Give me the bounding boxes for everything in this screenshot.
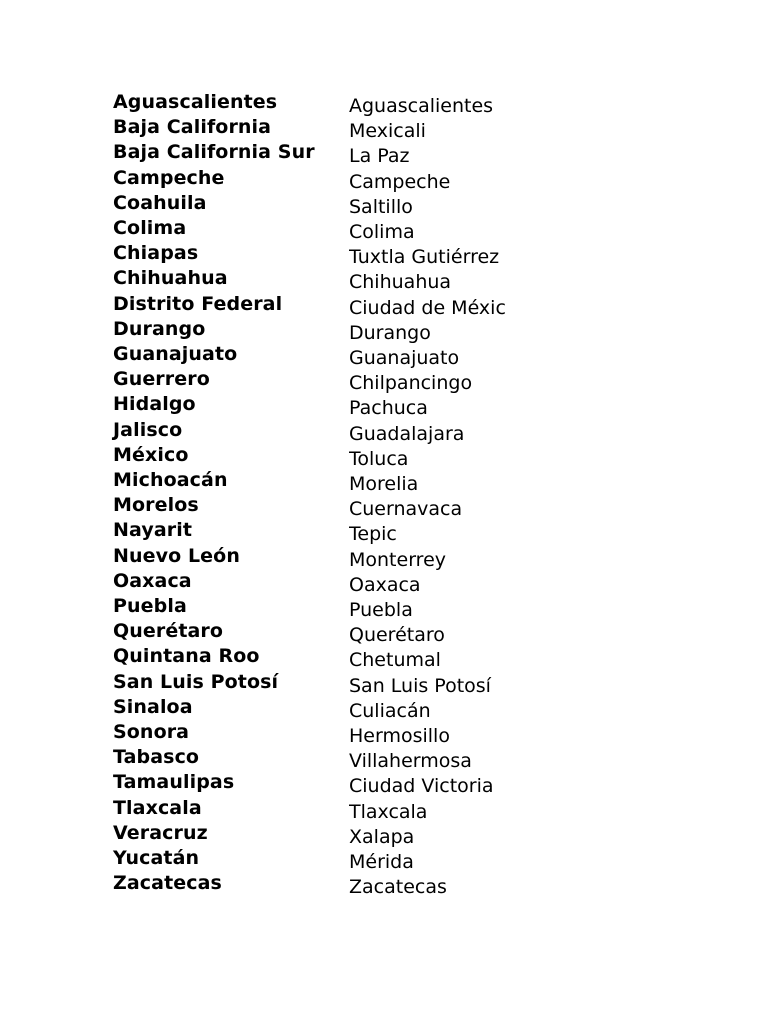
capital-name: Mexicali — [349, 120, 426, 143]
table-row — [113, 848, 514, 873]
state-name-cell — [113, 798, 349, 823]
capital-name-cell — [349, 798, 514, 823]
state-name: Coahuila — [113, 191, 207, 214]
capital-name-cell — [349, 848, 514, 873]
table-row — [113, 520, 514, 545]
capital-name-cell — [349, 218, 514, 243]
table-row — [113, 621, 514, 646]
capital-name: Durango — [349, 321, 431, 344]
capital-name: Ciudad de Méxic — [349, 296, 506, 319]
capital-name-cell — [349, 470, 514, 495]
table-row — [113, 168, 514, 193]
state-name-cell — [113, 193, 349, 218]
capital-name: Guanajuato — [349, 347, 460, 370]
state-name: Baja California — [113, 116, 272, 139]
capital-name: Cuernavaca — [349, 498, 463, 521]
table-row — [113, 344, 514, 369]
capital-name: Tepic — [349, 523, 397, 546]
capital-name: Mérida — [349, 851, 414, 874]
capital-name: Pachuca — [349, 397, 428, 420]
capital-name: La Paz — [349, 145, 410, 168]
capital-name: Monterrey — [349, 548, 447, 571]
state-name-cell — [113, 672, 349, 697]
capital-name: Chilpancingo — [349, 372, 473, 395]
state-name-cell — [113, 571, 349, 596]
state-name-cell — [113, 319, 349, 344]
state-name: Durango — [113, 317, 206, 340]
capital-name: Querétaro — [349, 624, 445, 647]
table-row — [113, 697, 514, 722]
state-name: Yucatán — [113, 847, 200, 870]
state-name: Hidalgo — [113, 393, 196, 416]
capital-name-cell — [349, 520, 514, 545]
state-name: San Luis Potosí — [113, 670, 279, 693]
table-row — [113, 571, 514, 596]
state-name: Michoacán — [113, 469, 228, 492]
table-row — [113, 92, 514, 117]
capital-name-cell — [349, 344, 514, 369]
capital-name: Toluca — [349, 447, 409, 470]
state-name-cell — [113, 294, 349, 319]
state-name-cell — [113, 168, 349, 193]
capital-name-cell — [349, 445, 514, 470]
table-body — [113, 92, 514, 899]
state-name-cell — [113, 520, 349, 545]
state-name-cell — [113, 596, 349, 621]
state-name: Sonora — [113, 721, 190, 744]
state-name-cell — [113, 823, 349, 848]
capital-name: Tuxtla Gutiérrez — [349, 246, 500, 269]
state-name: Baja California Sur — [113, 141, 315, 164]
capital-name-cell — [349, 772, 514, 797]
state-name: Guerrero — [113, 368, 210, 391]
capital-name: Saltillo — [349, 195, 413, 218]
state-name-cell — [113, 344, 349, 369]
state-name-cell — [113, 621, 349, 646]
capital-name: Zacatecas — [349, 876, 447, 899]
table-row — [113, 546, 514, 571]
table-row — [113, 394, 514, 419]
state-name-cell — [113, 722, 349, 747]
capital-name-cell — [349, 117, 514, 142]
table-row — [113, 294, 514, 319]
table-row — [113, 268, 514, 293]
state-name: Guanajuato — [113, 343, 238, 366]
table-row — [113, 445, 514, 470]
state-name: Nuevo León — [113, 544, 240, 567]
capital-name: Xalapa — [349, 825, 415, 848]
table-row — [113, 672, 514, 697]
table-row — [113, 218, 514, 243]
state-name-cell — [113, 268, 349, 293]
table-row — [113, 873, 514, 898]
capital-name: Culiacán — [349, 699, 431, 722]
state-name: Morelos — [113, 494, 199, 517]
capital-name: Hermosillo — [349, 725, 450, 748]
capital-name: Chihuahua — [349, 271, 452, 294]
state-name: Colima — [113, 217, 187, 240]
capital-name-cell — [349, 646, 514, 671]
capital-name-cell — [349, 596, 514, 621]
state-name: Puebla — [113, 595, 187, 618]
capital-name-cell — [349, 268, 514, 293]
state-name-cell — [113, 420, 349, 445]
table-row — [113, 823, 514, 848]
capital-name-cell — [349, 697, 514, 722]
capital-name: Morelia — [349, 473, 419, 496]
table-row — [113, 193, 514, 218]
capital-name-cell — [349, 495, 514, 520]
state-name-cell — [113, 92, 349, 117]
state-name: México — [113, 443, 189, 466]
table-row — [113, 722, 514, 747]
table-row — [113, 420, 514, 445]
state-name-cell — [113, 873, 349, 898]
state-name-cell — [113, 117, 349, 142]
table-row — [113, 470, 514, 495]
capital-name: Ciudad Victoria — [349, 775, 494, 798]
capital-name-cell — [349, 394, 514, 419]
capital-name-cell — [349, 420, 514, 445]
capital-name-cell — [349, 369, 514, 394]
state-name: Distrito Federal — [113, 292, 283, 315]
state-name-cell — [113, 848, 349, 873]
state-name: Campeche — [113, 166, 225, 189]
table-row — [113, 596, 514, 621]
state-name-cell — [113, 369, 349, 394]
capital-name: Oaxaca — [349, 573, 421, 596]
state-name-cell — [113, 772, 349, 797]
capital-name-cell — [349, 193, 514, 218]
capital-name-cell — [349, 747, 514, 772]
capital-name: Aguascalientes — [349, 95, 494, 117]
capital-name-cell — [349, 722, 514, 747]
state-name: Oaxaca — [113, 569, 192, 592]
states-capitals-table — [113, 92, 514, 899]
state-name: Nayarit — [113, 519, 193, 542]
capital-name-cell — [349, 294, 514, 319]
state-name-cell — [113, 445, 349, 470]
capital-name-cell — [349, 319, 514, 344]
state-name-cell — [113, 546, 349, 571]
table-row — [113, 319, 514, 344]
table-row — [113, 243, 514, 268]
capital-name-cell — [349, 142, 514, 167]
capital-name-cell — [349, 92, 514, 117]
table-row — [113, 798, 514, 823]
table-row — [113, 369, 514, 394]
capital-name: Tlaxcala — [349, 800, 428, 823]
state-name-cell — [113, 747, 349, 772]
state-name: Tamaulipas — [113, 771, 235, 794]
state-name: Querétaro — [113, 620, 224, 643]
capital-name: Campeche — [349, 170, 451, 193]
state-name: Quintana Roo — [113, 645, 260, 668]
capital-name: Chetumal — [349, 649, 441, 672]
state-name-cell — [113, 218, 349, 243]
capital-name-cell — [349, 873, 514, 898]
capital-name: Villahermosa — [349, 750, 472, 773]
state-name-cell — [113, 243, 349, 268]
capital-name-cell — [349, 672, 514, 697]
capital-name-cell — [349, 546, 514, 571]
table-row — [113, 747, 514, 772]
state-name: Tlaxcala — [113, 796, 202, 819]
state-name-cell — [113, 646, 349, 671]
capital-name-cell — [349, 621, 514, 646]
capital-name-cell — [349, 243, 514, 268]
state-name: Chihuahua — [113, 267, 228, 290]
state-name: Tabasco — [113, 746, 200, 769]
state-name: Zacatecas — [113, 872, 222, 895]
state-name: Jalisco — [113, 418, 183, 441]
state-name-cell — [113, 697, 349, 722]
state-name: Sinaloa — [113, 695, 193, 718]
capital-name-cell — [349, 571, 514, 596]
state-name-cell — [113, 394, 349, 419]
capital-name: Colima — [349, 221, 415, 244]
capital-name-cell — [349, 168, 514, 193]
state-name: Aguascalientes — [113, 91, 278, 113]
capital-name-cell — [349, 823, 514, 848]
table-row — [113, 142, 514, 167]
state-name-cell — [113, 470, 349, 495]
capital-name: San Luis Potosí — [349, 674, 491, 697]
table-row — [113, 495, 514, 520]
table-row — [113, 772, 514, 797]
table-row — [113, 117, 514, 142]
state-name: Veracruz — [113, 821, 208, 844]
state-name-cell — [113, 495, 349, 520]
state-name-cell — [113, 142, 349, 167]
capital-name: Guadalajara — [349, 422, 465, 445]
state-name: Chiapas — [113, 242, 199, 265]
table-row — [113, 646, 514, 671]
capital-name: Puebla — [349, 599, 413, 622]
